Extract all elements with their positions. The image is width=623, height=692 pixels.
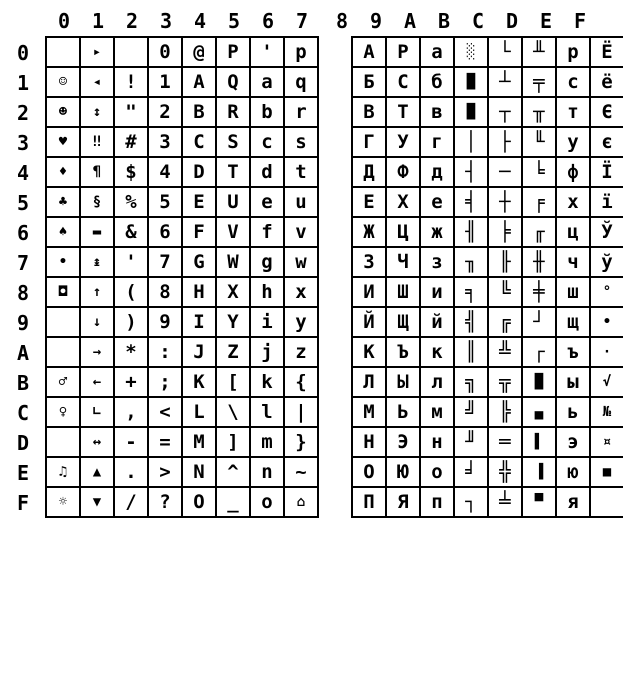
char-cell: ↨ [81, 248, 115, 278]
char-cell: [ [217, 368, 251, 398]
column-header: C [471, 9, 485, 33]
char-cell [47, 38, 81, 68]
char-cell: N [183, 458, 217, 488]
char-cell: ^ [217, 458, 251, 488]
char-cell: ф [557, 158, 591, 188]
char-cell: L [183, 398, 217, 428]
char-cell: Ш [387, 278, 421, 308]
char-cell: D [183, 158, 217, 188]
char-cell: ' [115, 248, 149, 278]
char-cell: ◂ [81, 68, 115, 98]
char-cell: А [353, 38, 387, 68]
char-cell: п [421, 488, 455, 518]
char-cell: ▲ [81, 458, 115, 488]
char-cell: с [557, 68, 591, 98]
char-cell: ╣ [455, 308, 489, 338]
char-cell: T [217, 158, 251, 188]
column-header: F [573, 9, 587, 33]
char-cell: B [183, 98, 217, 128]
char-cell: @ [183, 38, 217, 68]
char-cell: ─ [489, 158, 523, 188]
char-cell: < [149, 398, 183, 428]
char-cell: 0 [149, 38, 183, 68]
char-cell: 9 [149, 308, 183, 338]
char-cell: ┤ [455, 158, 489, 188]
char-cell: Ф [387, 158, 421, 188]
char-cell: S [217, 128, 251, 158]
char-cell: G [183, 248, 217, 278]
char-cell: ! [115, 68, 149, 98]
char-cell: W [217, 248, 251, 278]
char-cell: а [421, 38, 455, 68]
char-cell: к [421, 338, 455, 368]
column-header: 8 [335, 9, 349, 33]
char-cell: m [251, 428, 285, 458]
char-cell: ╝ [455, 398, 489, 428]
char-cell: F [183, 218, 217, 248]
column-header: 9 [369, 9, 383, 33]
char-cell: ☼ [47, 488, 81, 518]
row-header: 2 [17, 101, 30, 125]
char-cell: z [285, 338, 319, 368]
char-cell: 8 [149, 278, 183, 308]
char-cell: Б [353, 68, 387, 98]
char-cell: U [217, 188, 251, 218]
char-cell: ╓ [523, 218, 557, 248]
char-cell: г [421, 128, 455, 158]
char-cell: t [285, 158, 319, 188]
char-cell: $ [115, 158, 149, 188]
char-cell: й [421, 308, 455, 338]
char-cell: щ [557, 308, 591, 338]
char-cell: | [285, 398, 319, 428]
char-cell: " [115, 98, 149, 128]
char-cell: n [251, 458, 285, 488]
char-cell: ╒ [523, 188, 557, 218]
row-header: D [17, 431, 30, 455]
char-cell: я [557, 488, 591, 518]
char-cell: + [115, 368, 149, 398]
char-cell: % [115, 188, 149, 218]
char-cell: ] [217, 428, 251, 458]
char-cell: Ї [591, 158, 623, 188]
char-cell: Ё [591, 38, 623, 68]
char-cell: Ж [353, 218, 387, 248]
char-cell: у [557, 128, 591, 158]
char-cell: ╛ [455, 458, 489, 488]
char-cell: ╡ [455, 188, 489, 218]
char-cell: ) [115, 308, 149, 338]
char-cell: ▌ [523, 428, 557, 458]
char-cell: u [285, 188, 319, 218]
char-cell: Z [217, 338, 251, 368]
char-cell: ╘ [523, 158, 557, 188]
char-cell: ♫ [47, 458, 81, 488]
char-cell: █ [455, 68, 489, 98]
char-cell: █ [455, 98, 489, 128]
char-cell: ╫ [523, 248, 557, 278]
char-cell: є [591, 128, 623, 158]
char-cell: C [183, 128, 217, 158]
char-cell: ╞ [489, 218, 523, 248]
row-header: C [17, 401, 30, 425]
char-cell: } [285, 428, 319, 458]
char-cell: 3 [149, 128, 183, 158]
char-cell: # [115, 128, 149, 158]
char-cell: ╠ [489, 398, 523, 428]
char-cell: 4 [149, 158, 183, 188]
char-cell: \ [217, 398, 251, 428]
char-cell: i [251, 308, 285, 338]
char-cell: ▬ [81, 218, 115, 248]
char-cell: P [217, 38, 251, 68]
row-header: 0 [17, 41, 30, 65]
char-cell: ¶ [81, 158, 115, 188]
char-cell: : [149, 338, 183, 368]
char-cell: ? [149, 488, 183, 518]
row-header: 7 [17, 251, 30, 275]
char-cell: ∟ [81, 398, 115, 428]
char-cell: е [421, 188, 455, 218]
char-cell: * [115, 338, 149, 368]
char-cell: 7 [149, 248, 183, 278]
char-cell: / [115, 488, 149, 518]
char-cell: Ў [591, 218, 623, 248]
char-cell: ╔ [489, 308, 523, 338]
char-cell: → [81, 338, 115, 368]
char-cell: ў [591, 248, 623, 278]
char-cell: ; [149, 368, 183, 398]
char-cell: ╚ [489, 278, 523, 308]
char-cell: У [387, 128, 421, 158]
char-cell: _ [217, 488, 251, 518]
char-cell: ¤ [591, 428, 623, 458]
char-cell: р [557, 38, 591, 68]
char-cell: ☻ [47, 98, 81, 128]
char-cell: ▄ [523, 398, 557, 428]
char-cell: ↔ [81, 428, 115, 458]
char-cell: E [183, 188, 217, 218]
char-cell: О [353, 458, 387, 488]
char-cell: ♠ [47, 218, 81, 248]
char-cell: s [285, 128, 319, 158]
char-cell: ╕ [455, 278, 489, 308]
char-cell: ( [115, 278, 149, 308]
char-cell: ▸ [81, 38, 115, 68]
char-cell: Ю [387, 458, 421, 488]
char-cell: b [251, 98, 285, 128]
char-cell: c [251, 128, 285, 158]
row-header: A [17, 341, 30, 365]
char-cell: v [285, 218, 319, 248]
char-cell: Ъ [387, 338, 421, 368]
char-cell: q [285, 68, 319, 98]
char-cell: ╬ [489, 458, 523, 488]
char-cell: a [251, 68, 285, 98]
char-cell: ° [591, 278, 623, 308]
char-cell: К [353, 338, 387, 368]
row-header: 6 [17, 221, 30, 245]
char-cell: ╪ [523, 278, 557, 308]
char-cell: Y [217, 308, 251, 338]
char-cell: т [557, 98, 591, 128]
char-cell [47, 338, 81, 368]
char-cell: · [591, 338, 623, 368]
column-header: 0 [57, 9, 71, 33]
char-cell: Х [387, 188, 421, 218]
row-header: F [17, 491, 30, 515]
char-cell: ♥ [47, 128, 81, 158]
char-cell: д [421, 158, 455, 188]
char-cell: = [149, 428, 183, 458]
char-cell: ☺ [47, 68, 81, 98]
row-header: 8 [17, 281, 30, 305]
char-cell: х [557, 188, 591, 218]
char-cell: M [183, 428, 217, 458]
char-cell: м [421, 398, 455, 428]
char-cell: в [421, 98, 455, 128]
char-cell: ▐ [523, 458, 557, 488]
column-header: 7 [295, 9, 309, 33]
char-cell: │ [455, 128, 489, 158]
char-cell: ╤ [523, 68, 557, 98]
char-cell: Г [353, 128, 387, 158]
char-cell: . [115, 458, 149, 488]
char-cell: Э [387, 428, 421, 458]
char-cell: Л [353, 368, 387, 398]
column-header: B [437, 9, 451, 33]
char-cell: ╥ [523, 98, 557, 128]
char-cell: K [183, 368, 217, 398]
char-cell: ╩ [489, 338, 523, 368]
char-cell: ┌ [523, 338, 557, 368]
char-cell: и [421, 278, 455, 308]
char-cell [115, 38, 149, 68]
char-cell: f [251, 218, 285, 248]
char-cell: Ч [387, 248, 421, 278]
char-cell: k [251, 368, 285, 398]
char-cell: ↓ [81, 308, 115, 338]
char-cell: ь [557, 398, 591, 428]
char-cell: о [421, 458, 455, 488]
char-cell: С [387, 68, 421, 98]
char-cell: Д [353, 158, 387, 188]
char-cell: Е [353, 188, 387, 218]
char-cell: V [217, 218, 251, 248]
char-cell: ╧ [489, 488, 523, 518]
char-cell: I [183, 308, 217, 338]
char-cell: б [421, 68, 455, 98]
char-cell: ⌂ [285, 488, 319, 518]
char-cell: ю [557, 458, 591, 488]
char-cell: Н [353, 428, 387, 458]
char-cell: н [421, 428, 455, 458]
char-cell: л [421, 368, 455, 398]
char-cell: R [217, 98, 251, 128]
char-cell: 1 [149, 68, 183, 98]
char-cell: A [183, 68, 217, 98]
char-cell: ╜ [455, 428, 489, 458]
char-cell: - [115, 428, 149, 458]
char-cell: ц [557, 218, 591, 248]
char-cell: ╨ [523, 38, 557, 68]
char-cell: ╟ [489, 248, 523, 278]
char-cell: ┼ [489, 188, 523, 218]
char-cell: Р [387, 38, 421, 68]
column-header: D [505, 9, 519, 33]
char-cell: ▼ [81, 488, 115, 518]
char-cell: Ц [387, 218, 421, 248]
char-cell: Щ [387, 308, 421, 338]
char-cell: J [183, 338, 217, 368]
char-cell: № [591, 398, 623, 428]
column-header: 5 [227, 9, 241, 33]
char-cell: ы [557, 368, 591, 398]
character-grid [45, 36, 613, 518]
column-header: 3 [159, 9, 173, 33]
char-cell: ═ [489, 428, 523, 458]
char-cell: O [183, 488, 217, 518]
row-header: 1 [17, 71, 30, 95]
row-header: 9 [17, 311, 30, 335]
char-cell: З [353, 248, 387, 278]
char-cell: з [421, 248, 455, 278]
char-cell: ▀ [523, 488, 557, 518]
char-cell: • [47, 248, 81, 278]
char-cell: • [591, 308, 623, 338]
char-cell: ♣ [47, 188, 81, 218]
column-header: E [539, 9, 553, 33]
char-cell: ╦ [489, 368, 523, 398]
character-table-right [351, 36, 623, 518]
char-cell: e [251, 188, 285, 218]
char-cell: j [251, 338, 285, 368]
char-cell: ж [421, 218, 455, 248]
char-cell: H [183, 278, 217, 308]
char-cell: ♦ [47, 158, 81, 188]
char-cell: h [251, 278, 285, 308]
char-cell: ┬ [489, 98, 523, 128]
char-cell: X [217, 278, 251, 308]
column-header: 1 [91, 9, 105, 33]
char-cell: ■ [591, 458, 623, 488]
char-cell: ~ [285, 458, 319, 488]
char-cell: ↑ [81, 278, 115, 308]
char-cell: 6 [149, 218, 183, 248]
char-cell: ‼ [81, 128, 115, 158]
char-cell: > [149, 458, 183, 488]
char-cell: ├ [489, 128, 523, 158]
char-cell: Ь [387, 398, 421, 428]
column-header: 4 [193, 9, 207, 33]
char-cell: ┘ [523, 308, 557, 338]
column-header: A [403, 9, 417, 33]
column-header: 6 [261, 9, 275, 33]
char-cell: Я [387, 488, 421, 518]
char-cell: p [285, 38, 319, 68]
char-cell: э [557, 428, 591, 458]
char-cell: 2 [149, 98, 183, 128]
char-cell: ' [251, 38, 285, 68]
char-cell: 5 [149, 188, 183, 218]
char-cell: ◘ [47, 278, 81, 308]
char-cell: ╖ [455, 248, 489, 278]
char-cell: └ [489, 38, 523, 68]
char-cell: ░ [455, 38, 489, 68]
row-header: 4 [17, 161, 30, 185]
char-cell: ♂ [47, 368, 81, 398]
char-cell: Т [387, 98, 421, 128]
char-cell: Ы [387, 368, 421, 398]
char-cell [47, 428, 81, 458]
char-cell: , [115, 398, 149, 428]
char-cell: & [115, 218, 149, 248]
char-cell: ← [81, 368, 115, 398]
char-cell: l [251, 398, 285, 428]
char-cell: Q [217, 68, 251, 98]
char-cell: { [285, 368, 319, 398]
char-cell: ╗ [455, 368, 489, 398]
row-header: 5 [17, 191, 30, 215]
char-cell: В [353, 98, 387, 128]
char-cell: g [251, 248, 285, 278]
row-header: B [17, 371, 30, 395]
char-cell: М [353, 398, 387, 428]
row-header: 3 [17, 131, 30, 155]
char-cell: ↕ [81, 98, 115, 128]
char-cell: ъ [557, 338, 591, 368]
char-cell [47, 308, 81, 338]
char-cell: r [285, 98, 319, 128]
char-cell: § [81, 188, 115, 218]
char-cell: ┐ [455, 488, 489, 518]
column-header: 2 [125, 9, 139, 33]
char-cell: ї [591, 188, 623, 218]
char-cell: Й [353, 308, 387, 338]
char-cell: d [251, 158, 285, 188]
char-cell: Є [591, 98, 623, 128]
character-table-left [45, 36, 319, 518]
char-cell: ┴ [489, 68, 523, 98]
char-cell [591, 488, 623, 518]
char-cell: И [353, 278, 387, 308]
char-cell: ♀ [47, 398, 81, 428]
char-cell: w [285, 248, 319, 278]
char-cell: ё [591, 68, 623, 98]
char-cell: ╢ [455, 218, 489, 248]
char-cell: █ [523, 368, 557, 398]
char-cell: ч [557, 248, 591, 278]
char-cell: ш [557, 278, 591, 308]
char-cell: ║ [455, 338, 489, 368]
char-cell: o [251, 488, 285, 518]
row-header: E [17, 461, 30, 485]
char-cell: П [353, 488, 387, 518]
char-cell: y [285, 308, 319, 338]
char-cell: √ [591, 368, 623, 398]
char-cell: ╙ [523, 128, 557, 158]
char-cell: x [285, 278, 319, 308]
